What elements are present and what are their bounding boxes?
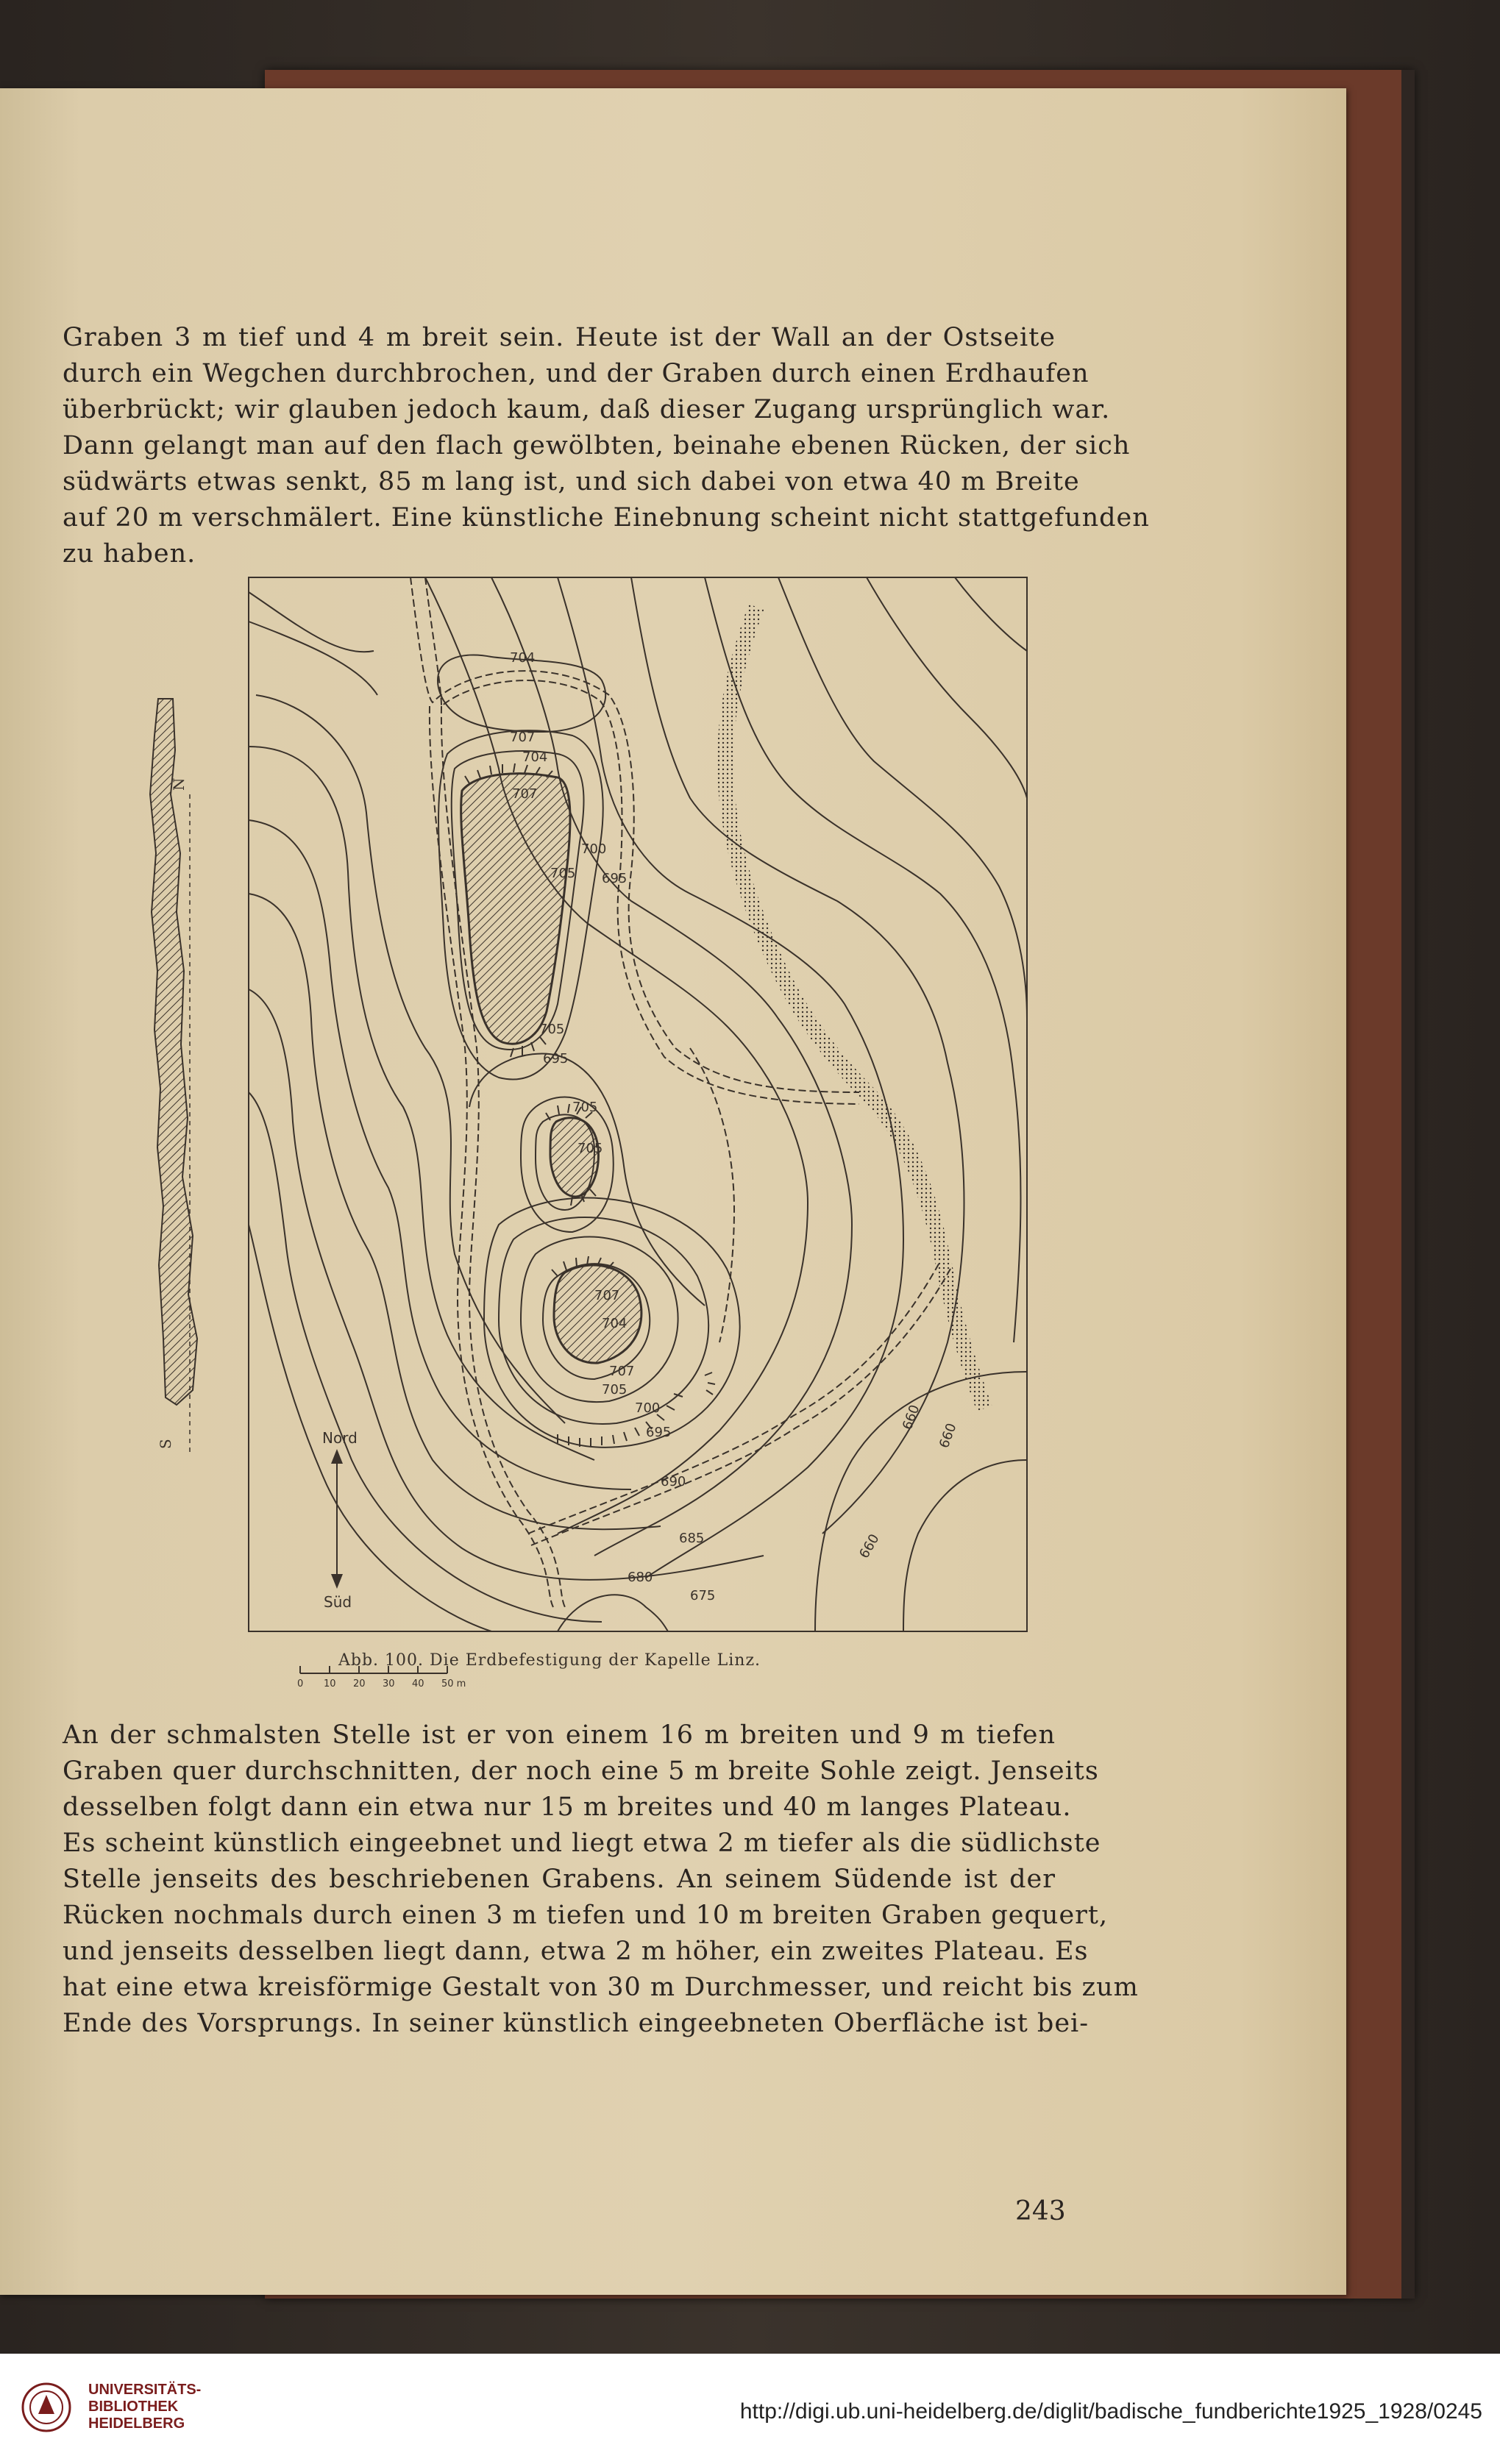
contour-label: 680 (628, 1570, 653, 1585)
compass-north-label: Nord (322, 1429, 358, 1447)
profile-north-label: N (170, 777, 188, 791)
scale-label: 10 (324, 1678, 336, 1689)
footpath (725, 607, 984, 1409)
text-line: Stelle jenseits des beschriebenen Grabens. An seinem Südende ist der (63, 1865, 1056, 1894)
permalink-url[interactable]: http://digi.ub.uni-heidelberg.de/diglit/badische_fundberichte1925_1928/0245 (739, 2399, 1482, 2424)
text-line: südwärts etwas senkt, 85 m lang ist, und sich dabei von etwa 40 m Breite (63, 467, 1080, 496)
contour-label: 707 (510, 730, 536, 745)
scale-label: 0 (297, 1678, 304, 1689)
text-line: Es scheint künstlich eingeebnet und liegt etwa 2 m tiefer als die südlichste (63, 1829, 1101, 1858)
scale-label: 40 (412, 1678, 424, 1689)
contour-label: 707 (594, 1288, 620, 1303)
profile-section (150, 699, 197, 1456)
compass-south-label: Süd (324, 1593, 352, 1611)
contour-label: 705 (539, 1022, 565, 1037)
contour-label: 705 (572, 1100, 598, 1115)
text-line: auf 20 m verschmälert. Eine künstliche Einebnung scheint nicht stattgefunden (63, 503, 1150, 533)
contour-label: 695 (602, 871, 628, 886)
text-line: und jenseits desselben liegt dann, etwa 2 m höher, ein zweites Plateau. Es (63, 1937, 1089, 1966)
scale-label: 50 m (441, 1678, 466, 1689)
scale-label: 20 (353, 1678, 366, 1689)
contour-label: 660 (936, 1421, 960, 1450)
contour-label: 704 (522, 749, 548, 765)
scale-label: 30 (383, 1678, 395, 1689)
logo-line: UNIVERSITÄTS- (88, 2382, 202, 2398)
text-line: zu haben. (63, 539, 196, 569)
compass (322, 1429, 358, 1611)
library-logo-text (88, 2382, 201, 2432)
figure-map (0, 88, 1346, 1689)
text-line: Ende des Vorsprungs. In seiner künstlich eingeebneten Oberfläche ist bei- (63, 2009, 1090, 2038)
viewer-footer (0, 2354, 1500, 2464)
contour-label: 685 (679, 1531, 705, 1546)
contour-label: 705 (577, 1141, 603, 1156)
contour-label: 707 (512, 786, 538, 802)
contour-label: 705 (550, 866, 576, 881)
figure-caption: Abb. 100. Die Erdbefestigung der Kapelle Linz. (338, 1651, 761, 1670)
text-line: Graben 3 m tief und 4 m breit sein. Heute ist der Wall an der Ostseite (63, 323, 1056, 352)
contour-label: 700 (581, 841, 607, 857)
bottom-paragraph (63, 1717, 1139, 2042)
contour-label: 704 (510, 650, 536, 666)
contour-label: 660 (856, 1531, 883, 1562)
middle-plateau (550, 1118, 598, 1197)
text-line: Rücken nochmals durch einen 3 m tiefen und 10 m breiten Graben gequert, (63, 1901, 1109, 1930)
contour-label: 704 (602, 1316, 628, 1331)
contour-label: 695 (646, 1425, 672, 1440)
north-plateau (461, 774, 570, 1044)
text-line: durch ein Wegchen durchbrochen, und der Graben durch einen Erdhaufen (63, 359, 1090, 388)
contour-label: 690 (661, 1474, 686, 1489)
contour-label: 695 (543, 1051, 569, 1067)
contour-label: 700 (635, 1400, 661, 1416)
contour-label: 707 (609, 1364, 635, 1379)
book-page (0, 88, 1346, 2295)
contour-label: 705 (602, 1382, 628, 1397)
logo-line: HEIDELBERG (88, 2415, 185, 2432)
page-number: 243 (1015, 2196, 1066, 2226)
text-line: desselben folgt dann ein etwa nur 15 m breites und 40 m langes Plateau. (63, 1792, 1072, 1822)
university-seal-icon (21, 2382, 72, 2433)
south-plateau (554, 1265, 641, 1363)
logo-line: BIBLIOTHEK (88, 2399, 179, 2415)
contour-label: 675 (690, 1588, 716, 1603)
contour-label: 660 (899, 1403, 923, 1432)
text-line: Graben quer durchschnitten, der noch eine 5 m breite Sohle zeigt. Jenseits (63, 1756, 1099, 1786)
text-line: Dann gelangt man auf den flach gewölbten, beinahe ebenen Rücken, der sich (63, 431, 1131, 460)
text-line: überbrückt; wir glauben jedoch kaum, daß dieser Zugang ursprünglich war. (63, 395, 1111, 424)
text-line: hat eine etwa kreisförmige Gestalt von 30 m Durchmesser, und reicht bis zum (63, 1973, 1139, 2002)
text-line: An der schmalsten Stelle ist er von einem 16 m breiten und 9 m tiefen (63, 1720, 1056, 1750)
profile-south-label: S (157, 1439, 174, 1449)
contour-map (249, 577, 1027, 1689)
